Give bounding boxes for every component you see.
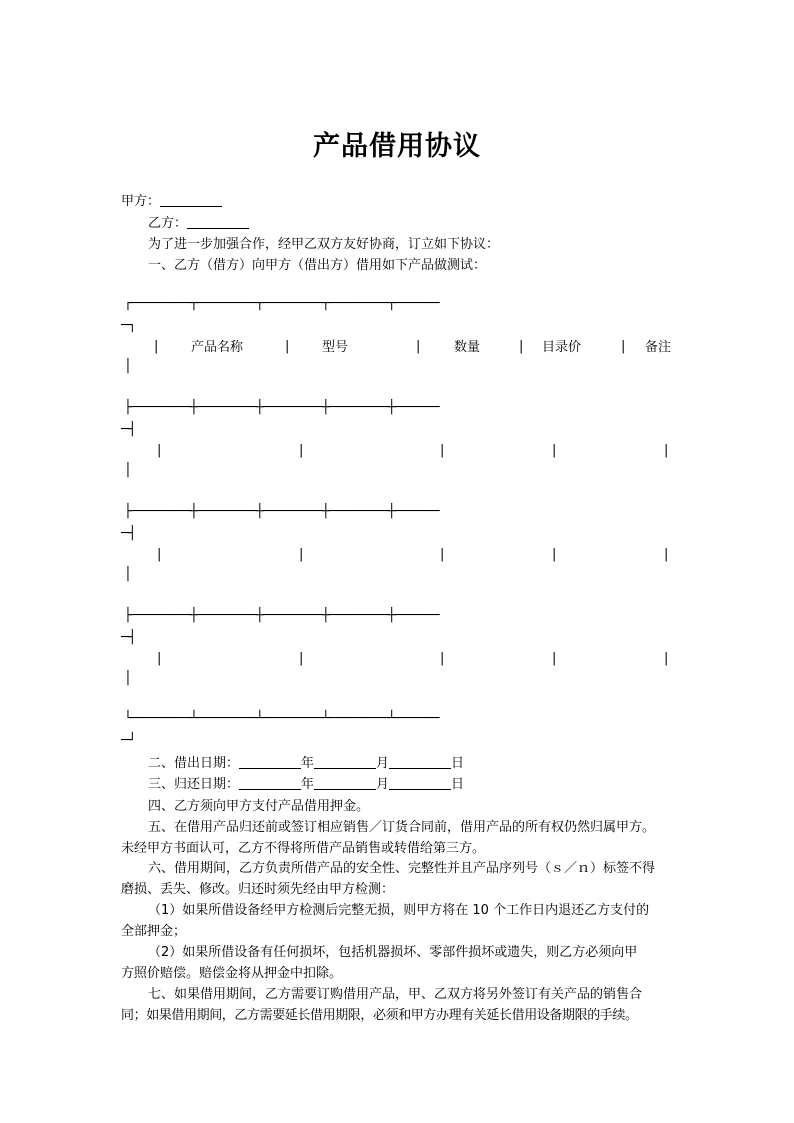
table-bar: | [416,339,421,354]
table-bottom-wrap: ─┘ [121,733,136,748]
year-label: 年 [301,756,315,771]
lend-month-blank[interactable] [314,754,376,769]
table-bar: | [621,339,626,354]
table-bar: | [157,651,162,666]
day-label: 日 [451,756,465,771]
table-bottom-border: └────────┴────────┴────────┴────────┴────── [124,711,440,726]
table-row-wrap: ─┤ [121,630,136,645]
clause-6-2-line-2: 方照价赔偿。赔偿金将从押金中扣除。 [121,966,343,981]
table-bar: | [157,443,162,458]
clause-4: 四、乙方须向甲方支付产品借用押金。 [148,799,370,814]
table-bar: | [440,547,445,562]
table-bar: | [664,443,669,458]
year-label: 年 [301,777,315,792]
table-row-wrap: ─┤ [121,422,136,437]
clause-5-line-2: 未经甲方书面认可，乙方不得将所借产品销售或转借给第三方。 [121,841,486,856]
table-bar: │ [124,671,132,686]
clause-6-1-line-2: 全部押金； [121,924,187,939]
table-bar: | [154,339,159,354]
clause-7-line-1: 七、如果借用期间，乙方需要订购借用产品，甲、乙双方将另外签订有关产品的销售合 [148,987,643,1002]
table-bar: | [519,339,524,354]
table-bar: | [299,651,304,666]
table-bar: | [552,651,557,666]
table-row-wrap: ─┤ [121,526,136,541]
clause-6-line-2: 磨损、丢失、修改。归还时须先经由甲方检测： [121,882,395,897]
month-label: 月 [376,756,390,771]
table-bar: | [440,443,445,458]
table-row-border: ├────────┼────────┼────────┼────────┼────── [124,608,440,623]
party-b-label: 乙方： [148,216,188,231]
table-bar: | [552,547,557,562]
party-a-label: 甲方： [121,194,161,209]
party-b-line [148,213,249,235]
table-bar: │ [124,359,132,374]
table-bar: | [157,547,162,562]
lend-date-label: 二、借出日期： [148,756,240,771]
day-label: 日 [451,777,465,792]
clause-5-line-1: 五、在借用产品归还前或签订相应销售／订货合同前，借用产品的所有权仍然归属甲方。 [148,820,656,835]
clause-6-1-line-1: （1）如果所借设备经甲方检测后完整无损，则甲方将在 10 个工作日内退还乙方支付的 [148,903,650,918]
header-list-price: 目录价 [542,340,582,355]
return-month-blank[interactable] [314,775,376,790]
document-title: 产品借用协议 [313,131,481,162]
clause-6-2-line-1: （2）如果所借设备有任何损坏，包括机器损坏、零部件损坏或遗失，则乙方必须向甲 [148,945,638,960]
header-notes: 备注 [645,340,672,355]
table-top-border: ┌────────┬────────┬────────┬────────┬────── [124,296,440,311]
return-day-blank[interactable] [389,775,451,790]
party-a-blank[interactable] [160,192,222,207]
lend-day-blank[interactable] [389,754,451,769]
party-a-line [121,191,222,213]
clause-2-lend-date [148,753,464,775]
lend-year-blank[interactable] [239,754,301,769]
table-bar: | [552,443,557,458]
table-bar: | [664,547,669,562]
header-model: 型号 [322,340,349,355]
header-product-name: 产品名称 [191,340,244,355]
table-top-wrap: ─┐ [121,318,136,333]
table-bar: │ [124,567,132,582]
clause-6-line-1: 六、借用期间，乙方负责所借产品的安全性、完整性并且产品序列号（ｓ／ｎ）标签不得 [148,861,656,876]
return-date-label: 三、归还日期： [148,777,240,792]
return-year-blank[interactable] [239,775,301,790]
header-quantity: 数量 [454,340,481,355]
table-bar: | [285,339,290,354]
clause-1: 一、乙方（借方）向甲方（借出方）借用如下产品做测试： [148,258,487,273]
table-bar: | [299,443,304,458]
month-label: 月 [376,777,390,792]
table-bar: │ [124,463,132,478]
table-bar: | [299,547,304,562]
clause-7-line-2: 同；如果借用期间，乙方需要延长借用期限，必须和甲方办理有关延长借用设备期限的手续。 [121,1008,638,1023]
clause-3-return-date [148,774,464,796]
table-bar: | [664,651,669,666]
party-b-blank[interactable] [187,214,249,229]
table-bar: | [440,651,445,666]
table-row-border: ├────────┼────────┼────────┼────────┼────── [124,400,440,415]
intro-text: 为了进一步加强合作，经甲乙双方友好协商，订立如下协议： [148,237,500,252]
table-row-border: ├────────┼────────┼────────┼────────┼────── [124,504,440,519]
